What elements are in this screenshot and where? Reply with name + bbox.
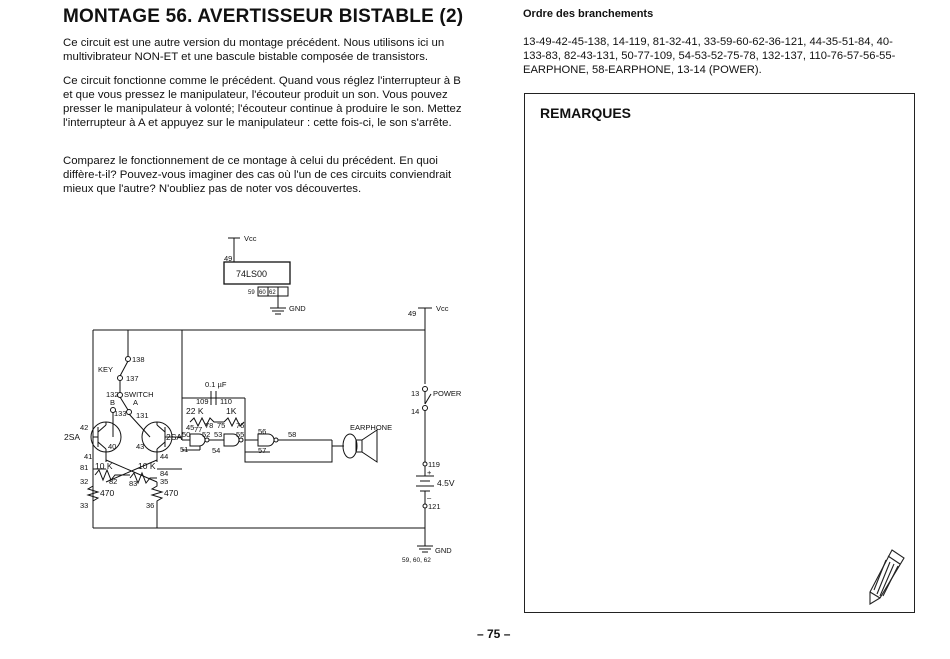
gnd-pins-label: 59, 60, 62	[402, 557, 431, 564]
pin-label: 49	[224, 254, 233, 263]
pin-label: 50	[182, 430, 191, 439]
pin-label: 121	[428, 502, 441, 511]
pin-label: 35	[160, 477, 169, 486]
pin-label: 132	[106, 390, 119, 399]
pin-label: 76	[236, 421, 245, 430]
pin-label: 49	[408, 309, 417, 318]
operation-paragraph: Ce circuit fonctionne comme le précédent. Quand vous réglez l'interrupteur à B et que vous pressez le manipulateur, l'écouteur produit un son. Vous pouvez presser le manipulateur à volonté; l'écouteur continue à produire le son. Mettez l'interrupteur à A et appuyez sur le manipulateur : cette fois-ci, le son s'arrête.	[63, 75, 462, 129]
pin-label: 75	[217, 421, 226, 430]
page-title: MONTAGE 56. AVERTISSEUR BISTABLE (2)	[63, 6, 464, 27]
pin-label: 43	[136, 442, 145, 451]
resistor-label: 470	[100, 488, 115, 498]
pin-label: 62	[269, 290, 276, 296]
battery-plus: +	[427, 468, 432, 477]
pin-label: 14	[411, 407, 420, 416]
pin-label: 119	[428, 460, 440, 469]
resistor-label: 10 K	[95, 461, 113, 471]
pin-label: 110	[220, 397, 232, 406]
pin-label: 78	[205, 421, 214, 430]
pin-label: 137	[126, 374, 139, 383]
pin-label: 41	[84, 452, 93, 461]
compare-paragraph: Comparez le fonctionnement de ce montage à celui du précédent. En quoi diffère-t-il? Pouvez-vous imaginer des cas où l'un de ces circuits conviendrait mieux que l'autre? N'oubliez pas de noter vos découvertes.	[63, 155, 452, 195]
gnd-top-label: GND	[289, 304, 306, 313]
transistor-1-label: 2SA	[64, 432, 81, 442]
pin-label: 33	[80, 501, 89, 510]
vcc-top-label: Vcc	[244, 234, 257, 243]
pin-label: 81	[80, 463, 89, 472]
pin-label: 131	[136, 411, 149, 420]
pin-label: 60	[259, 290, 266, 296]
pin-label: 54	[212, 446, 221, 455]
vcc-right-label: Vcc	[436, 304, 449, 313]
pin-label: 59	[248, 290, 255, 296]
pin-label: 82	[109, 477, 118, 486]
pin-label: 138	[132, 355, 145, 364]
pin-label: 84	[160, 469, 169, 478]
connections-title: Ordre des branchements	[523, 8, 654, 20]
pin-label: 57	[258, 446, 267, 455]
gnd-bottom-label: GND	[435, 546, 452, 555]
battery-minus: –	[427, 493, 432, 502]
remarks-title: REMARQUES	[540, 105, 632, 121]
resistor-label: 22 K	[186, 406, 204, 416]
intro-paragraph: Ce circuit est une autre version du montage précédent. Nous utilisons ici un multivibrateur NON-ET et une bascule bistable composée de transistors.	[63, 37, 445, 63]
pin-label: 52	[202, 430, 211, 439]
pin-label: 56	[258, 427, 267, 436]
pin-label: 44	[160, 452, 169, 461]
pin-label: 77	[194, 425, 203, 434]
switch-a-label: A	[133, 398, 139, 407]
pin-label: 53	[214, 430, 223, 439]
connections-list: 13-49-42-45-138, 14-119, 81-32-41, 33-59-60-62-36-121, 44-35-51-84, 40-133-83, 82-43-131, 50-77-109, 54-53-52-75-78, 132-137, 110-76-57-56-55-EARPHONE, 58-EARPHONE, 13-14 (POWER).	[523, 36, 896, 77]
pin-label: 40	[108, 442, 117, 451]
earphone-label: EARPHONE	[350, 423, 393, 432]
resistor-label: 10 K	[138, 461, 156, 471]
resistor-label: 470	[164, 488, 179, 498]
pin-label: 36	[146, 501, 155, 510]
switch-b-label: B	[110, 398, 116, 407]
key-label: KEY	[98, 365, 114, 374]
pin-label: 32	[80, 477, 89, 486]
pin-label: 45	[186, 423, 195, 432]
pin-label: 83	[129, 479, 138, 488]
battery-label: 4.5V	[437, 478, 455, 488]
pin-label: 58	[288, 430, 297, 439]
capacitor-label: 0.1 µF	[205, 380, 227, 389]
switch-label: SWITCH	[124, 390, 154, 399]
resistor-label: 1K	[226, 406, 237, 416]
page-number: – 75 –	[477, 627, 511, 641]
pin-label: 51	[180, 445, 189, 454]
pin-label: 109	[196, 397, 209, 406]
pin-label: 42	[80, 423, 89, 432]
pin-label: 13	[411, 389, 420, 398]
transistor-2-label: 2SA	[166, 432, 183, 442]
pin-label: 55	[236, 430, 245, 439]
power-label: POWER	[433, 389, 462, 398]
pin-label: 133	[114, 409, 127, 418]
chip-label: 74LS00	[236, 269, 268, 279]
